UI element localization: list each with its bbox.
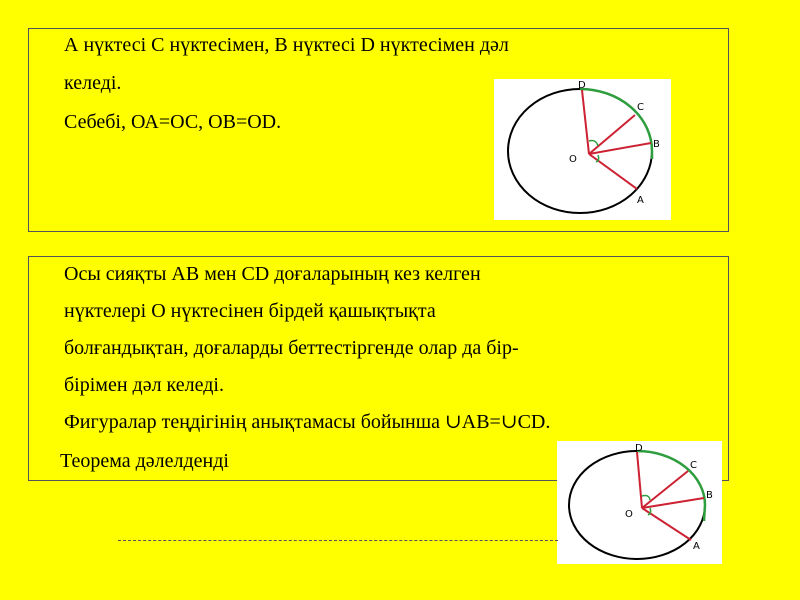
radius-od	[637, 452, 642, 508]
label-o: O	[569, 154, 577, 165]
circle-diagram	[494, 79, 671, 220]
conclusion-text: Теорема дәлелденді	[60, 450, 229, 472]
dashed-separator	[118, 540, 558, 541]
statement-line-2: келеді.	[64, 72, 122, 94]
proof-line-4: бірімен дәл келеді.	[64, 374, 224, 396]
radius-oa	[642, 508, 691, 540]
radius-oa	[589, 154, 637, 189]
angle-mark	[642, 496, 650, 501]
proof-line-2: нүктелері О нүктесінен бірдей қашықтықта	[64, 300, 436, 322]
proof-line-3: болғандықтан, доғаларды беттестіргенде олар да бір-	[64, 337, 519, 359]
radius-od	[582, 90, 589, 154]
label-b: B	[706, 490, 713, 501]
label-a: A	[693, 541, 700, 552]
circle-diagram	[557, 441, 722, 564]
statement-line-1: А нүктесі С нүктесімен, В нүктесі D нүктесімен дәл	[64, 34, 509, 56]
label-o: O	[625, 509, 633, 520]
proof-line-1: Осы сияқты АВ мен CD доғаларының кез келген	[64, 263, 481, 285]
label-b: B	[653, 139, 660, 150]
label-a: A	[637, 195, 644, 206]
angle-mark	[589, 141, 598, 146]
label-c: C	[637, 102, 644, 113]
label-c: C	[690, 460, 697, 471]
label-d: D	[635, 443, 643, 454]
radius-oc	[589, 115, 635, 154]
statement-line-3: Себебі, ОА=ОС, ОВ=OD.	[64, 111, 282, 133]
proof-line-5: Фигуралар теңдігінің анықтамасы бойынша ∪АВ=∪CD.	[64, 411, 551, 433]
label-d: D	[578, 80, 586, 91]
